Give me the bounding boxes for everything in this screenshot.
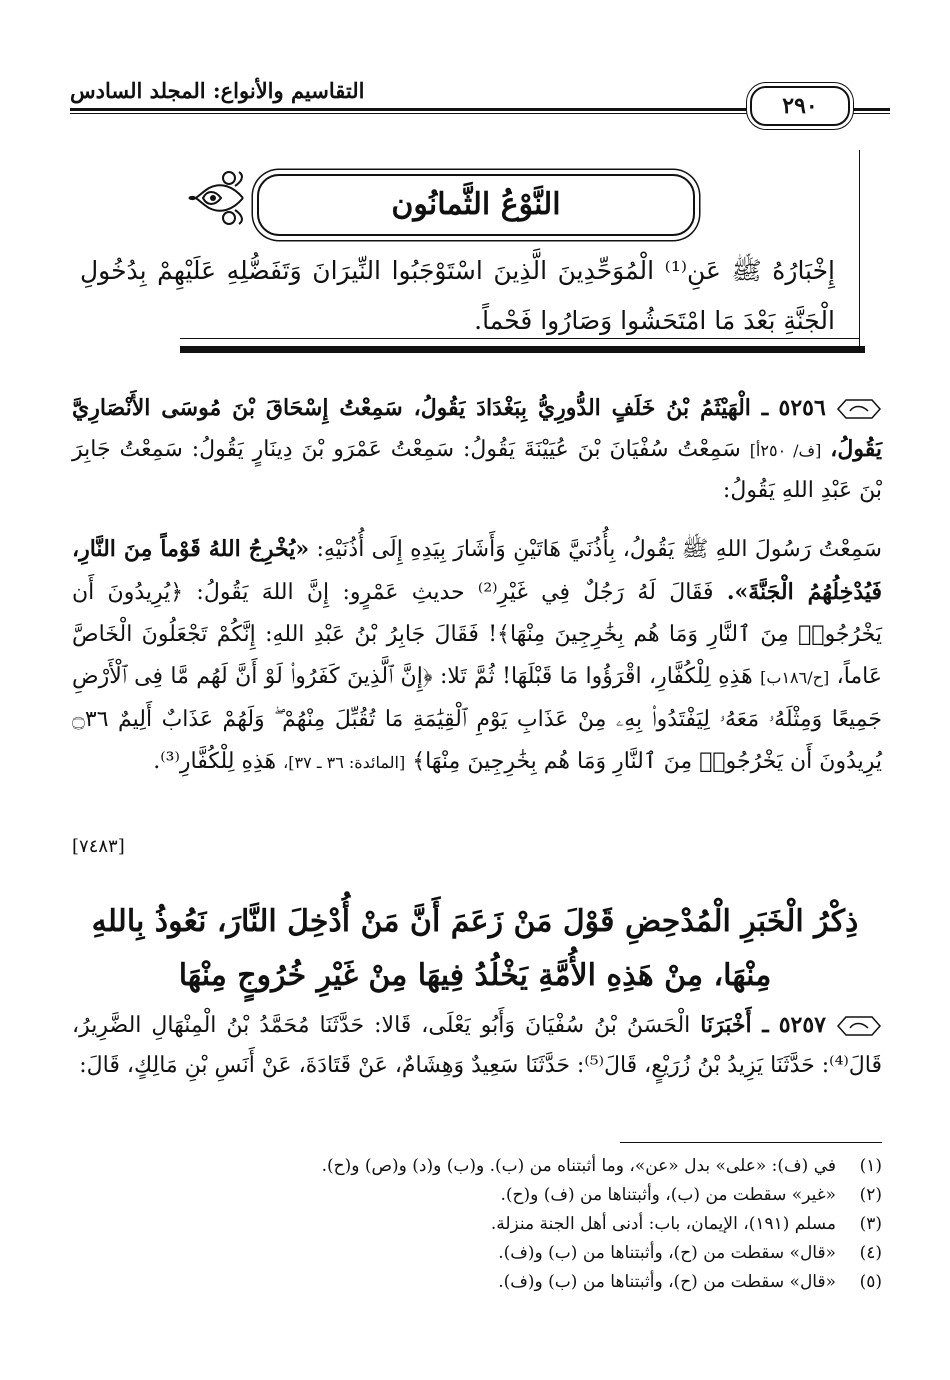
footnote: (٣)مسلم (١٩١)، الإيمان، باب: أدنى أهل الجنة منزلة.	[490, 1214, 882, 1234]
section-description: إِخْبَارُهُ ﷺ عَنِ⁽¹⁾ الْمُوَحِّدِينَ الَّذِينَ اسْتَوْجَبُوا النِّيرَانَ وَتَفَضُّلِهِ عَلَيْهِمْ بِدُخُولِ الْجَنَّةِ بَعْدَ مَا امْتَحَشُوا وَصَارُوا فَحْماً.	[80, 256, 836, 335]
khabar-marker-icon	[836, 1014, 882, 1038]
hadith-text-4: هَذِهِ لِلْكُفَّارِ⁽³⁾.	[153, 749, 277, 774]
footnotes	[72, 1152, 882, 1297]
khabar-marker-icon	[836, 397, 882, 421]
cross-reference: [٧٤٨٣]	[72, 836, 125, 857]
manuscript-ref-2: [ح/١٨٦ب]	[760, 668, 830, 687]
hadith-chain-bold: الْهَيْثَمُ بْنُ خَلَفٍ الدُّورِيُّ بِبَغْدَادَ يَقُولُ، سَمِعْتُ إِسْحَاقَ بْنَ مُوسَى الأَنْصَارِيَّ يَقُولُ،	[72, 395, 882, 462]
hadith-chain-rest: سَمِعْتُ سُفْيَانَ بْنَ عُيَيْنَةَ يَقُولُ: سَمِعْتُ عَمْرَو بْنَ دِينَارٍ يَقُولُ: سَمِعْتُ جَابِرَ بْنَ عَبْدِ اللهِ يَقُولُ:	[72, 437, 882, 503]
hadith-text-2: فَقَالَ لَهُ رَجُلٌ فِي غَيْرِ⁽²⁾ حديثِ عَمْرٍو: إِنَّ اللهَ يَقُولُ: ﴿يُرِيدُونَ أَن يَخْرُجُوا۟ مِنَ ٱلنَّارِ وَمَا هُم بِخَٰرِجِينَ مِنْهَا﴾! فَقَالَ جَابِرُ بْنُ عَبْدِ اللهِ: إِنَّكُمْ تَجْعَلُونَ الْخَاصَّ عَاماً،	[72, 580, 883, 689]
hadith-number: ٥٢٥٦	[778, 395, 826, 421]
hadith-number: ٥٢٥٧	[778, 1012, 826, 1038]
ayah-reference: [المائدة: ٣٦ ـ ٣٧]،	[283, 753, 406, 772]
page-number: ٢٩٠	[750, 86, 850, 126]
hadith-text-1: سَمِعْتُ رَسُولَ اللهِ ﷺ يَقُولُ، بِأُذُنَيَّ هَاتَيْنِ وَأَشَارَ بِيَدِهِ إِلَى أُذُنَيْهِ:	[316, 537, 882, 562]
hadith-5256-chain: ٥٢٥٦ ـ الْهَيْثَمُ بْنُ خَلَفٍ الدُّورِيُّ بِبَغْدَادَ يَقُولُ، سَمِعْتُ إِسْحَاقَ بْنَ مُوسَى الأَنْصَارِيَّ يَقُولُ، [ف/ ٢٥٠أ] سَمِعْتُ سُفْيَانَ بْنَ عُيَيْنَةَ يَقُولُ: سَمِعْتُ عَمْرَو بْنَ دِينَارٍ يَقُولُ: سَمِعْتُ جَابِرَ بْنَ عَبْدِ اللهِ يَقُولُ:	[72, 395, 882, 503]
hadith-2-text: الْحَسَنُ بْنُ سُفْيَانَ وَأَبُو يَعْلَى، قَالا: حَدَّثَنَا مُحَمَّدُ بْنُ الْمِنْهَالِ الضَّرِيرُ، قَالَ⁽⁴⁾: حَدَّثَنَا يَزِيدُ بْنُ زُرَيْعٍ، قَالَ⁽⁵⁾: حَدَّثَنَا سَعِيدٌ وَهِشَامٌ، عَنْ قَتَادَةَ، عَنْ أَنَسِ بْنِ مَالِكٍ، قَالَ:	[72, 1013, 882, 1078]
hadith-lead: ـ أَخْبَرَنَا	[700, 1012, 769, 1038]
manuscript-ref: [ف/ ٢٥٠أ]	[749, 441, 822, 460]
footnote-rule	[620, 1142, 882, 1143]
hadith-5257	[72, 1005, 882, 1086]
prophetic-quote: «يُخْرِجُ اللهُ قَوْماً مِنَ النَّارِ، فَيُدْخِلُهُمُ الْجَنَّةَ».	[72, 536, 883, 605]
running-title: التقاسيم والأنواع: المجلد السادس	[70, 78, 365, 103]
footnote: (١)في (ف): «على» بدل «عن»، وما أثبتناه من (ب). و(ب) و(د) و(ص) و(ح).	[321, 1156, 882, 1176]
footnote: (٤)«قال» سقطت من (ح)، وأثبتناها من (ب) و(ف).	[498, 1243, 882, 1263]
section-rule-thick	[180, 346, 865, 353]
footnote: (٥)«قال» سقطت من (ح)، وأثبتناها من (ب) و(ف).	[498, 1272, 882, 1292]
chapter-heading: ذِكْرُ الْخَبَرِ الْمُدْحِضِ قَوْلَ مَنْ زَعَمَ أَنَّ مَنْ أُدْخِلَ النَّارَ، نَعُوذُ بِاللهِ مِنْهَا، مِنْ هَذِهِ الأُمَّةِ يَخْلُدُ فِيهَا مِنْ غَيْرِ خُرُوجٍ مِنْهَا	[91, 904, 859, 993]
section-box	[80, 150, 860, 350]
section-rule-thin	[180, 338, 859, 339]
footnote: (٢)«غير» سقطت من (ب)، وأثبتناها من (ف) و(ح).	[500, 1185, 882, 1205]
floral-ornament-icon	[185, 168, 249, 228]
section-title: النَّوْعُ الثَّمانُون	[257, 174, 695, 236]
hadith-text-3: هَذِهِ لِلْكُفَّارِ، اقْرَؤُوا مَا قَبْلَهَا! ثُمَّ تَلا: ﴿إِنَّ ٱلَّذِينَ كَفَرُوا۟ لَوْ أَنَّ لَهُم مَّا فِى ٱلْأَرْضِ جَمِيعًا وَمِثْلَهُۥ مَعَهُۥ لِيَفْتَدُوا۟ بِهِۦ مِنْ عَذَابِ يَوْمِ ٱلْقِيَٰمَةِ مَا تُقُبِّلَ مِنْهُمْ ۖ وَلَهُمْ عَذَابٌ أَلِيمٌ ۝٣٦ يُرِيدُونَ أَن يَخْرُجُوا۟ مِنَ ٱلنَّارِ وَمَا هُم بِخَٰرِجِينَ مِنْهَا﴾	[72, 664, 882, 774]
page-header	[70, 70, 890, 130]
hadith-5256-body	[72, 528, 882, 784]
